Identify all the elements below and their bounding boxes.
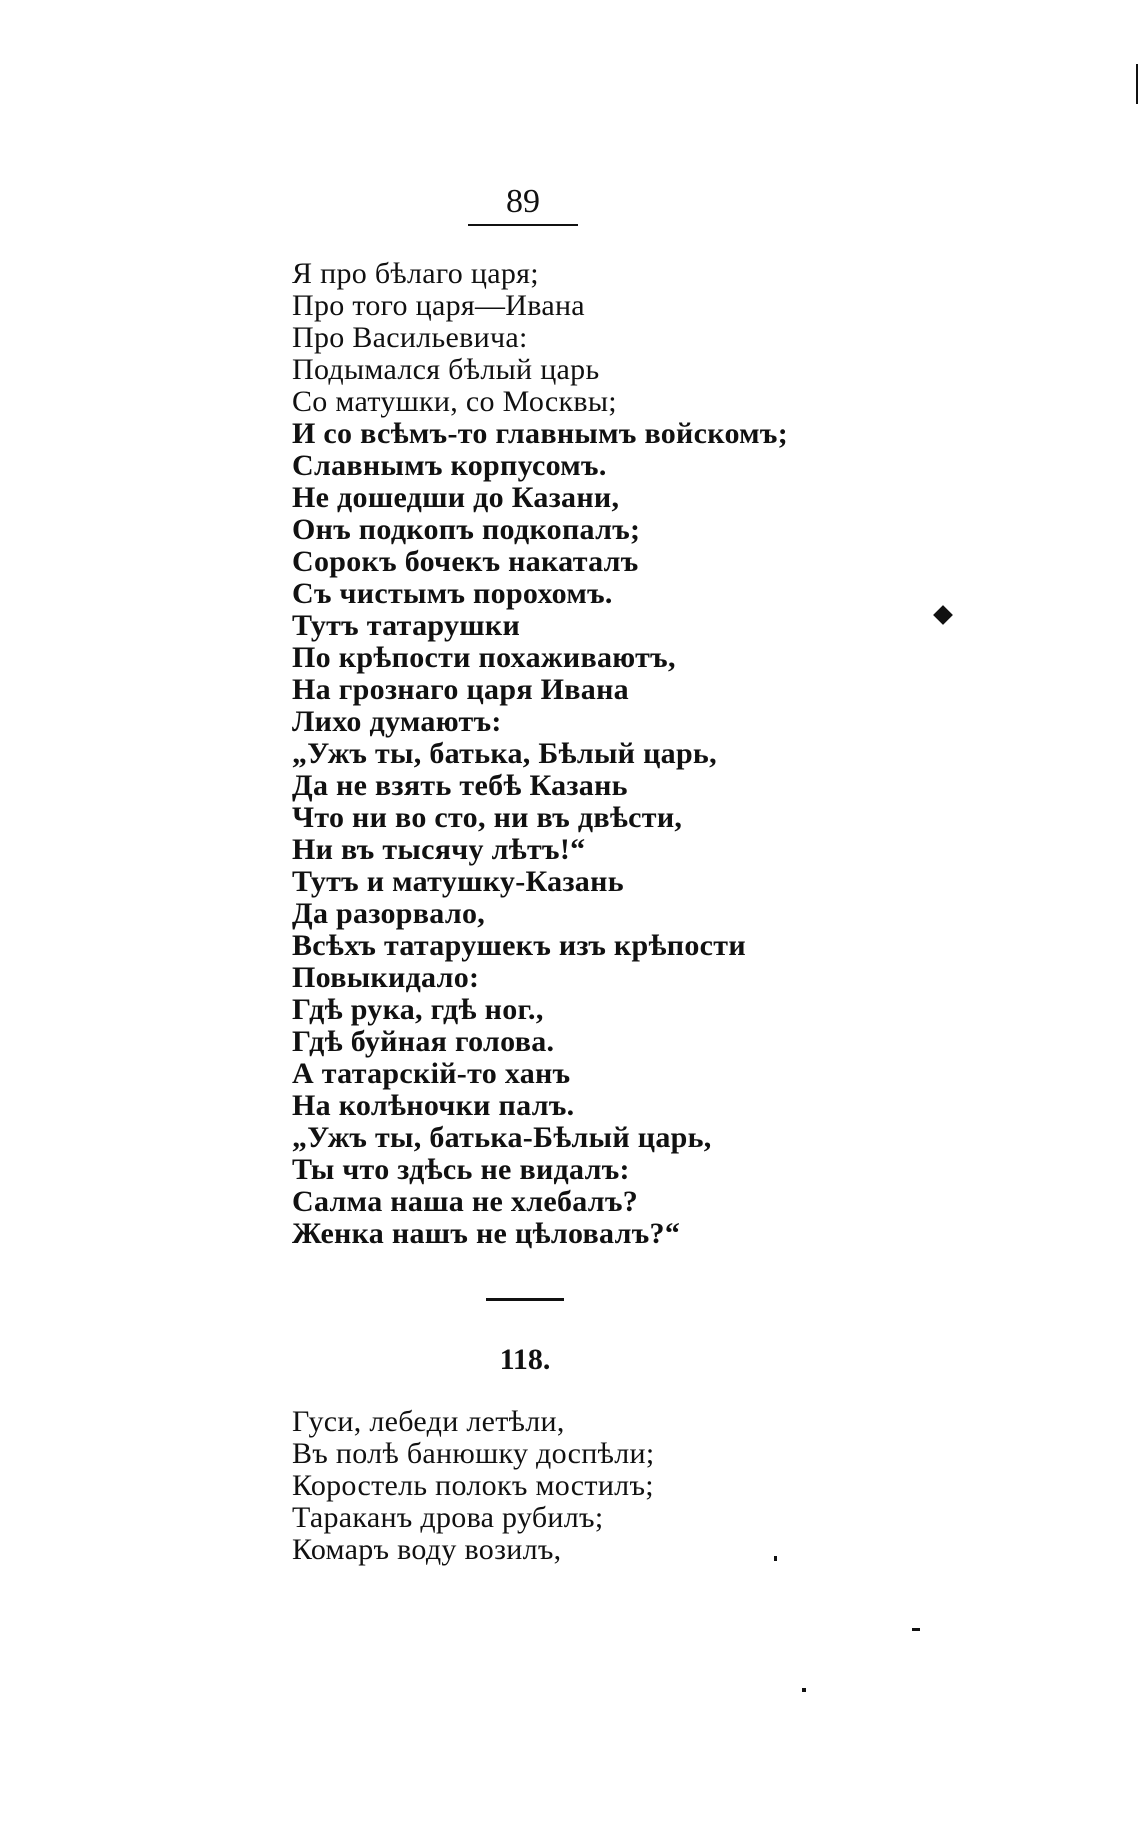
poem-line: Гдѣ буйная голова. [292, 1025, 555, 1058]
poem-line: Ты что здѣсь не видалъ: [292, 1153, 630, 1186]
poem-second [292, 1406, 654, 1566]
poem-line: Да разорвало, [292, 897, 486, 930]
poem-line: А татарскій-то ханъ [292, 1057, 571, 1090]
poem-line: „Ужъ ты, батька, Бѣлый царь, [292, 737, 717, 770]
poem-line: „Ужъ ты, батька-Бѣлый царь, [292, 1121, 712, 1154]
poem-line: Гдѣ рука, гдѣ ног., [292, 993, 544, 1026]
ink-speck [802, 1688, 806, 1692]
poem-line: Въ полѣ банюшку доспѣли; [292, 1437, 655, 1470]
poem-line: Всѣхъ татарушекъ изъ крѣпости [292, 929, 746, 962]
poem-line: Что ни во сто, ни въ двѣсти, [292, 801, 683, 834]
section-number: 118. [499, 1343, 551, 1376]
poem-line: Тутъ и матушку-Казань [292, 865, 624, 898]
poem-line: Сорокъ бочекъ накаталъ [292, 545, 639, 578]
poem-line: Да не взять тебѣ Казань [292, 769, 628, 802]
poem-line: Повыкидало: [292, 961, 480, 994]
poem-line: Я про бѣлаго царя; [292, 257, 539, 290]
poem-line: Про того царя—Ивана [292, 289, 585, 322]
poem-line: Съ чистымъ порохомъ. [292, 577, 613, 610]
poem-line: На грознаго царя Ивана [292, 673, 629, 706]
poem-line: Коростель полокъ мостилъ; [292, 1469, 654, 1502]
poem-line: Лихо думаютъ: [292, 705, 502, 738]
poem-line: Со матушки, со Москвы; [292, 385, 617, 418]
poem-line: Славнымъ корпусомъ. [292, 449, 607, 482]
ink-speck [1136, 64, 1138, 104]
poem-line: Тараканъ дрова рубилъ; [292, 1501, 604, 1534]
poem-line: Гуси, лебеди летѣли, [292, 1405, 565, 1438]
poem-line: Комаръ воду возилъ, [292, 1533, 562, 1566]
poem-first [292, 258, 788, 1250]
poem-line: Подымался бѣлый царь [292, 353, 600, 386]
poem-line: На колѣночки палъ. [292, 1089, 575, 1122]
page-number: 89 [468, 182, 578, 226]
poem-line: Онъ подкопъ подкопалъ; [292, 513, 641, 546]
poem-line: Салма наша не хлебалъ? [292, 1185, 639, 1218]
poem-line: Про Васильевича: [292, 321, 528, 354]
ink-speck [774, 1556, 777, 1561]
poem-line: Не дошедши до Казани, [292, 481, 620, 514]
ink-mark [933, 605, 953, 625]
ink-speck [912, 1628, 920, 1631]
poem-line: Тутъ татарушки [292, 609, 521, 642]
poem-line: И со всѣмъ-то главнымъ войскомъ; [292, 417, 788, 450]
poem-line: Женка нашъ не цѣловалъ?“ [292, 1217, 681, 1250]
section-divider [486, 1298, 564, 1301]
poem-line: Ни въ тысячу лѣтъ!“ [292, 833, 586, 866]
poem-line: По крѣпости похаживаютъ, [292, 641, 676, 674]
